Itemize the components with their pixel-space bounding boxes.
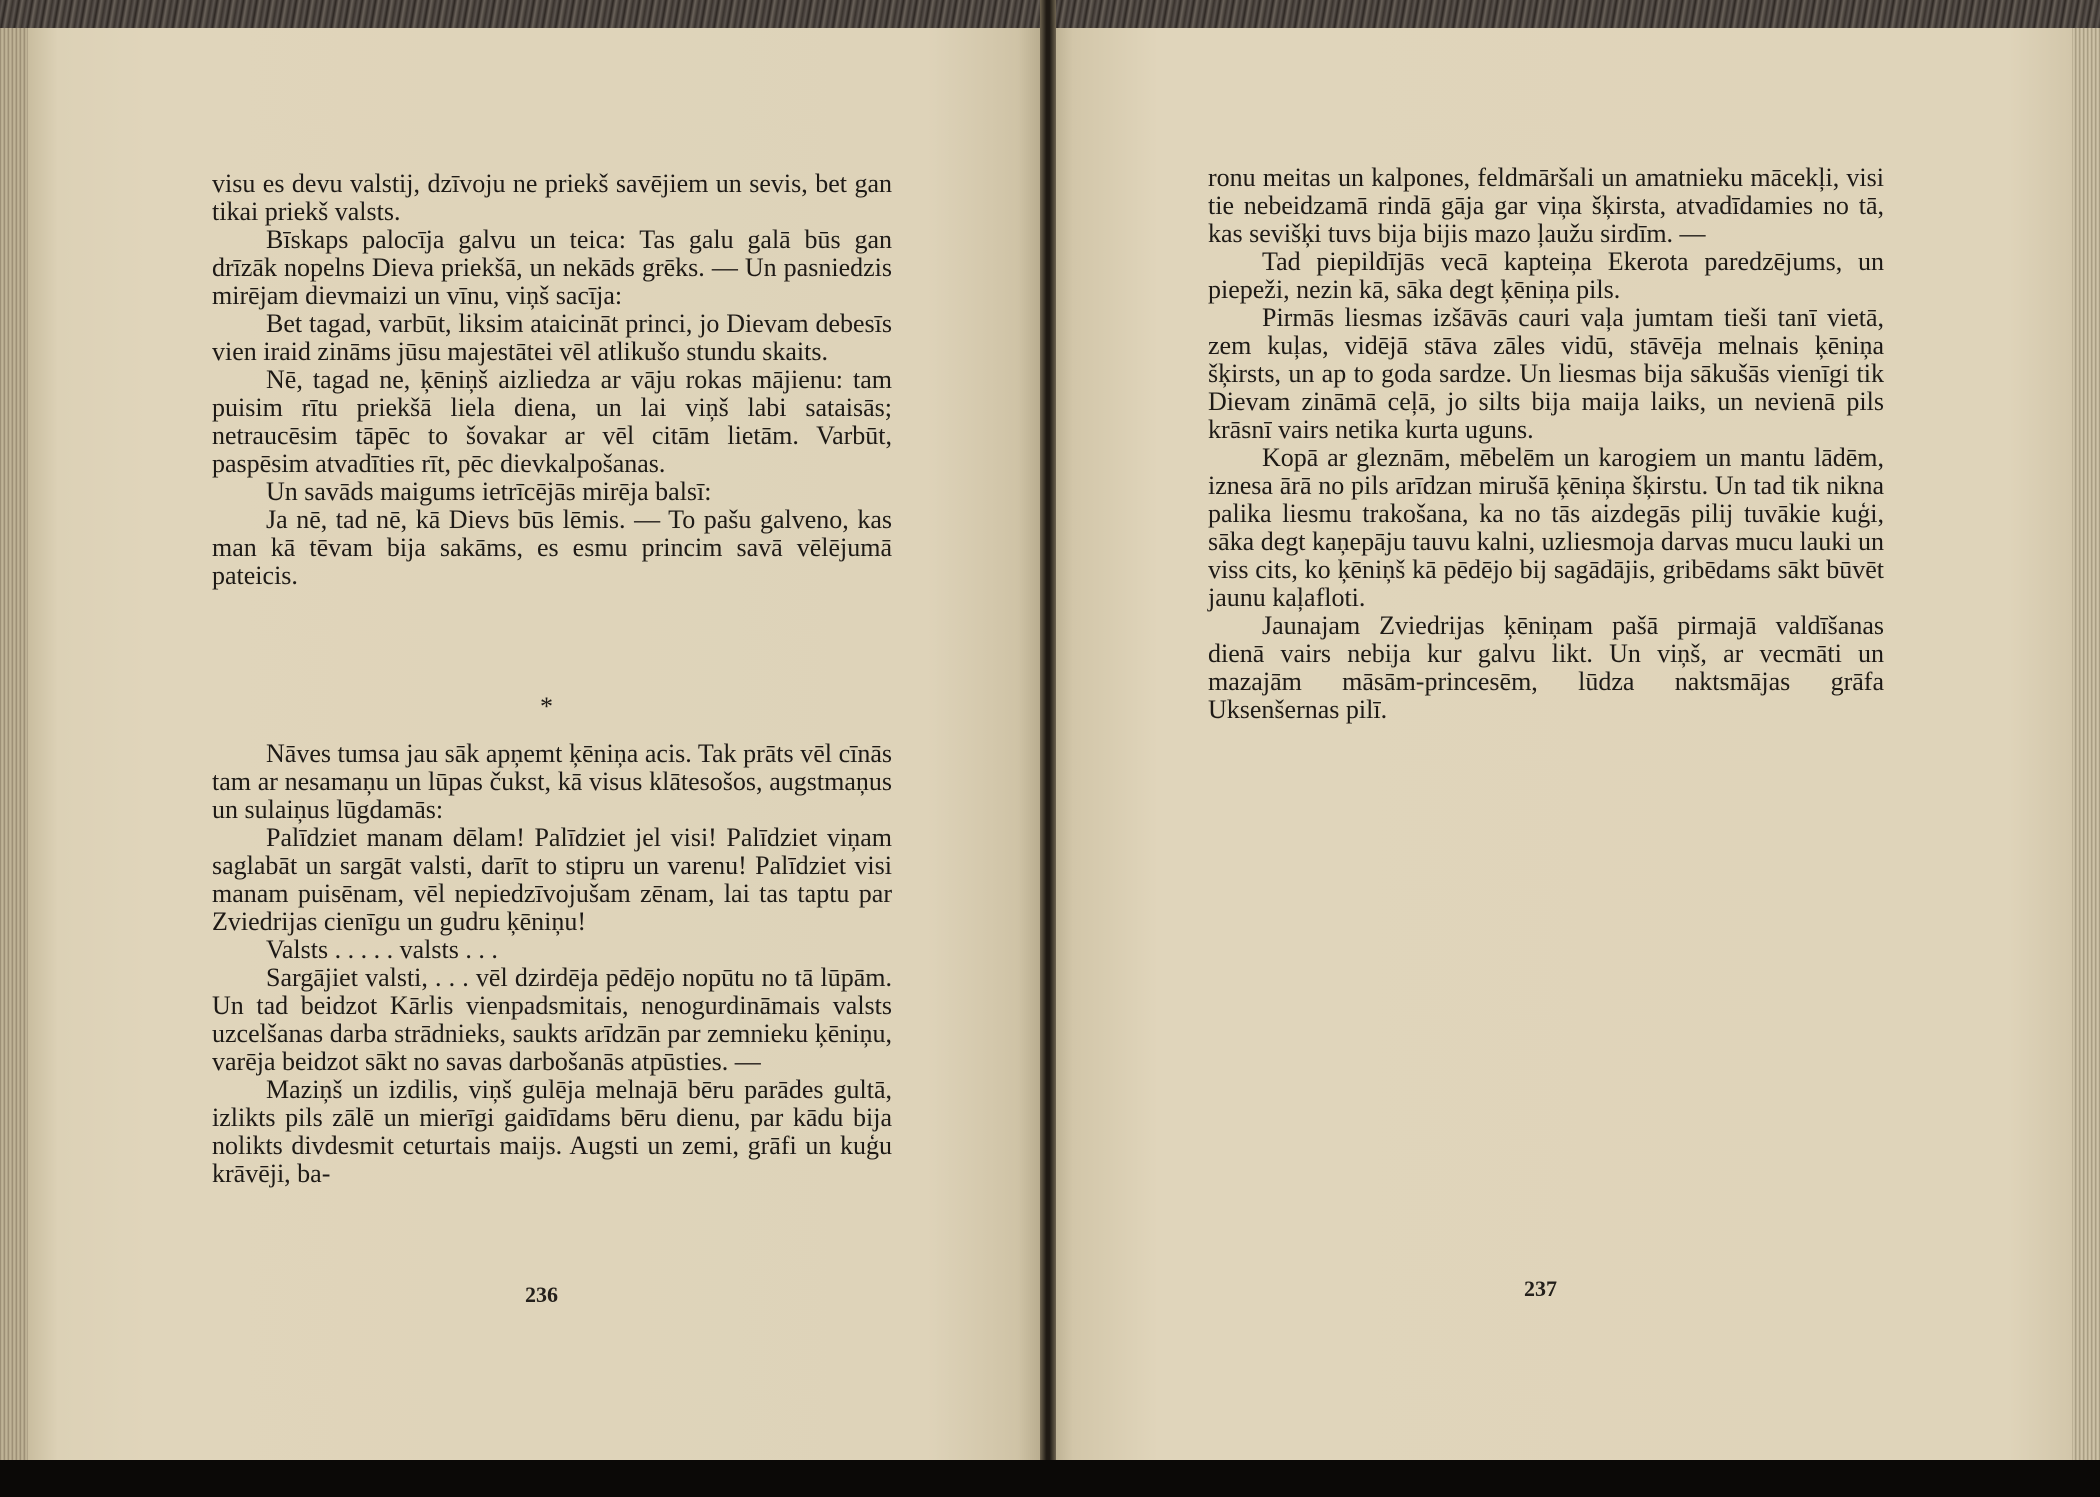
- paragraph: Un savāds maigums ietrīcējās mirēja balsī:: [266, 477, 712, 506]
- paragraph: Nāves tumsa jau sāk apņemt ķēniņa acis. Tak prāts vēl cīnās tam ar nesamaņu un lūpas čukst, kā visus klātesošos, augstmaņus un sulaiņus lūgdamās:: [212, 739, 892, 824]
- book-cover-bottom: [0, 1460, 2100, 1497]
- paragraph: Valsts . . . . . valsts . . .: [266, 935, 498, 964]
- paragraph: Sargājiet valsti, . . . vēl dzirdēja pēdējo nopūtu no tā lūpām. Un tad beidzot Kārlis vienpadsmitais, nenogurdināmais valsts uzcelšanas darba strādnieks, saukts arīdzān par zemnieku ķēniņu, varēja beidzot sākt no savas darbošanās atpūsties. —: [212, 963, 892, 1076]
- paragraph: Bet tagad, varbūt, liksim ataicināt princi, jo Dievam debesīs vien iraid zināms jūsu majestātei vēl atlikušo stundu skaits.: [212, 309, 892, 366]
- paragraph: ronu meitas un kalpones, feldmāršali un amatnieku mācekļi, visi tie nebeidzamā rindā gāja gar viņa šķirsta, atvadīdamies no tā, kas sevišķi tuvs bija bijis mazo ļaužu sirdīm. —: [1208, 163, 1884, 248]
- left-page-text-top: [212, 170, 892, 590]
- section-break-asterisk: *: [540, 692, 553, 721]
- page-number-right: 237: [1524, 1276, 1557, 1301]
- page-number-left: 236: [525, 1282, 558, 1307]
- paragraph: Palīdziet manam dēlam! Palīdziet jel visi! Palīdziet viņam saglabāt un sargāt valsti, darīt to stipru un varenu! Palīdziet visi manam puisēnam, vēl nepiedzīvojušam zēnam, lai tas taptu par Zviedrijas cienīgu un gudru ķēniņu!: [212, 823, 892, 936]
- right-page-text: [1208, 164, 1884, 724]
- paragraph: Tad piepildījās vecā kapteiņa Ekerota paredzējums, un piepeži, nezin kā, sāka degt ķēniņa pils.: [1208, 247, 1884, 304]
- paragraph: Maziņš un izdilis, viņš gulēja melnajā bēru parādes gultā, izlikts pils zālē un mierīgi gaidīdams bēru dienu, par kādu bija nolikts divdesmit ceturtais maijs. Augsti un zemi, grāfi un kuģu krāvēji, ba-: [212, 1075, 892, 1188]
- left-page-text-bottom: [212, 740, 892, 1188]
- book-gutter: [1040, 0, 1056, 1497]
- paragraph: Nē, tagad ne, ķēniņš aizliedza ar vāju rokas mājienu: tam puisim rītu priekšā liela diena, un lai viņš labi sataisās; netraucēsim tāpēc to šovakar ar vēl citām lietām. Varbūt, paspēsim atvadīties rīt, pēc dievkalpošanas.: [212, 365, 892, 478]
- paragraph: Bīskaps palocīja galvu un teica: Tas galu galā būs gan drīzāk nopelns Dieva priekšā, un nekāds grēks. — Un pasniedzis mirējam dievmaizi un vīnu, viņš sacīja:: [212, 225, 892, 310]
- paragraph: visu es devu valstij, dzīvoju ne priekš savējiem un sevis, bet gan tikai priekš valsts.: [212, 169, 892, 226]
- paragraph: Kopā ar gleznām, mēbelēm un karogiem un mantu lādēm, iznesa ārā no pils arīdzan mirušā ķēniņa šķirstu. Un tad tik nikna palika liesmu trakošana, ka no tās aizdegās pilij tuvākie kuģi, sāka degt kaņepāju tauvu kalni, uzliesmoja darvas mucu lauki un viss cits, ko ķēniņš kā pēdējo bij sagādājis, gribēdams sākt būvēt jaunu kaļafloti.: [1208, 443, 1884, 612]
- paragraph: Ja nē, tad nē, kā Dievs būs lēmis. — To pašu galveno, kas man kā tēvam bija sakāms, es esmu princim savā vēlējumā pateicis.: [212, 505, 892, 590]
- paragraph: Pirmās liesmas izšāvās cauri vaļa jumtam tieši tanī vietā, zem kuļas, vidējā stāva zāles vidū, stāvēja melnais ķēniņa šķirsts, un ap to goda sardze. Un liesmas bija sākušās vienīgi tik Dievam zināmā ceļā, jo silts bija maija laiks, un nevienā pils krāsnī vairs netika kurta uguns.: [1208, 303, 1884, 444]
- right-page-edges: [2068, 28, 2100, 1461]
- paragraph: Jaunajam Zviedrijas ķēniņam pašā pirmajā valdīšanas dienā vairs nebija kur galvu likt. Un viņš, ar vecmāti un mazajām māsām-princesēm, lūdza naktsmājas grāfa Uksenšernas pilī.: [1208, 611, 1884, 724]
